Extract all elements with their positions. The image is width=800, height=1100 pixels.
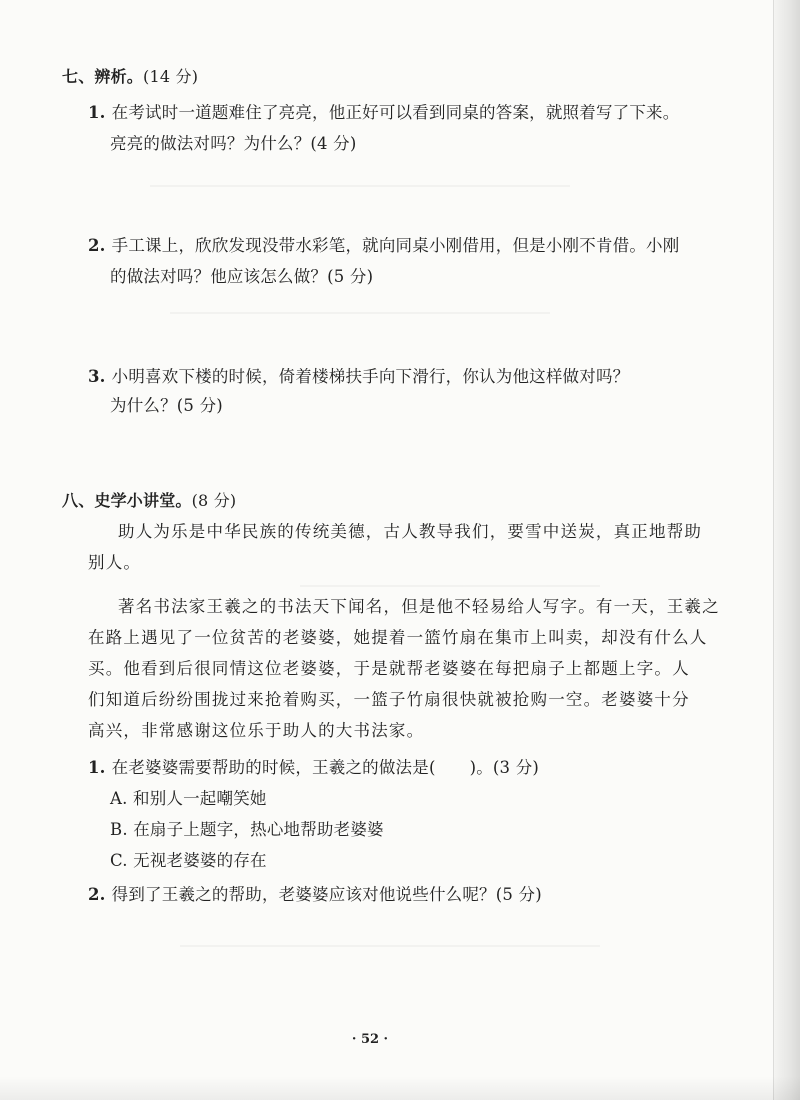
question-text: 手工课上，欣欣发现没带水彩笔，就向同桌小刚借用，但是小刚不肯借。小刚 [111, 236, 680, 255]
question-7-2-line-1 [88, 235, 679, 257]
question-number: 1. [88, 758, 106, 777]
question-text-before: 在老婆婆需要帮助的时候，王羲之的做法是( [111, 758, 436, 777]
question-number: 2. [88, 885, 106, 904]
question-number: 3. [88, 367, 106, 386]
page-number: · 52 · [351, 1032, 389, 1047]
section-8-title [62, 490, 236, 512]
story-line-5: 高兴，非常感谢这位乐于助人的大书法家。 [88, 721, 425, 740]
question-text: 在考试时一道题难住了亮亮，他正好可以看到同桌的答案，就照着写了下来。 [111, 103, 680, 122]
option-a: A. 和别人一起嘲笑她 [110, 789, 267, 808]
story-line-4: 们知道后纷纷围拢过来抢着购买，一篮子竹扇很快就被抢购一空。老婆婆十分 [88, 690, 690, 709]
question-7-1-line-2: 亮亮的做法对吗？为什么？(4 分) [110, 134, 357, 153]
question-number: 1. [88, 103, 106, 122]
section-8-points: (8 分) [191, 491, 237, 510]
story-line-1: 著名书法家王羲之的书法天下闻名，但是他不轻易给人写字。有一天，王羲之 [118, 597, 720, 616]
question-text: 得到了王羲之的帮助，老婆婆应该对他说些什么呢？(5 分) [111, 885, 542, 904]
section-7-points: (14 分) [143, 67, 199, 86]
question-text: 小明喜欢下楼的时候，倚着楼梯扶手向下滑行，你认为他这样做对吗？ [111, 367, 630, 386]
option-b: B. 在扇子上题字，热心地帮助老婆婆 [110, 820, 384, 839]
option-c: C. 无视老婆婆的存在 [110, 851, 267, 870]
question-8-1 [88, 757, 539, 779]
page-bottom-shadow [0, 1076, 800, 1100]
intro-line-1: 助人为乐是中华民族的传统美德，古人教导我们，要雪中送炭，真正地帮助 [118, 522, 703, 541]
section-8-title-text: 八、史学小讲堂。 [62, 491, 192, 510]
section-7-title-text: 七、辨析。 [62, 67, 144, 86]
intro-line-2: 别人。 [88, 553, 142, 572]
bleed-through-mark [300, 585, 600, 587]
question-7-1-line-1 [88, 102, 679, 124]
story-line-2: 在路上遇见了一位贫苦的老婆婆，她提着一篮竹扇在集市上叫卖，却没有什么人 [88, 628, 708, 647]
question-7-2-line-2: 的做法对吗？他应该怎么做？(5 分) [110, 267, 374, 286]
bleed-through-mark [150, 185, 570, 187]
section-7-title [62, 66, 198, 88]
question-7-3-line-2: 为什么？(5 分) [110, 396, 223, 415]
page-gutter [773, 0, 800, 1100]
story-line-3: 买。他看到后很同情这位老婆婆，于是就帮老婆婆在每把扇子上都题上字。人 [88, 659, 690, 678]
question-number: 2. [88, 236, 106, 255]
question-8-2 [88, 884, 542, 906]
bleed-through-mark [180, 945, 600, 947]
question-7-3-line-1 [88, 366, 629, 388]
question-text-after: )。(3 分) [469, 758, 540, 777]
bleed-through-mark [170, 312, 550, 314]
